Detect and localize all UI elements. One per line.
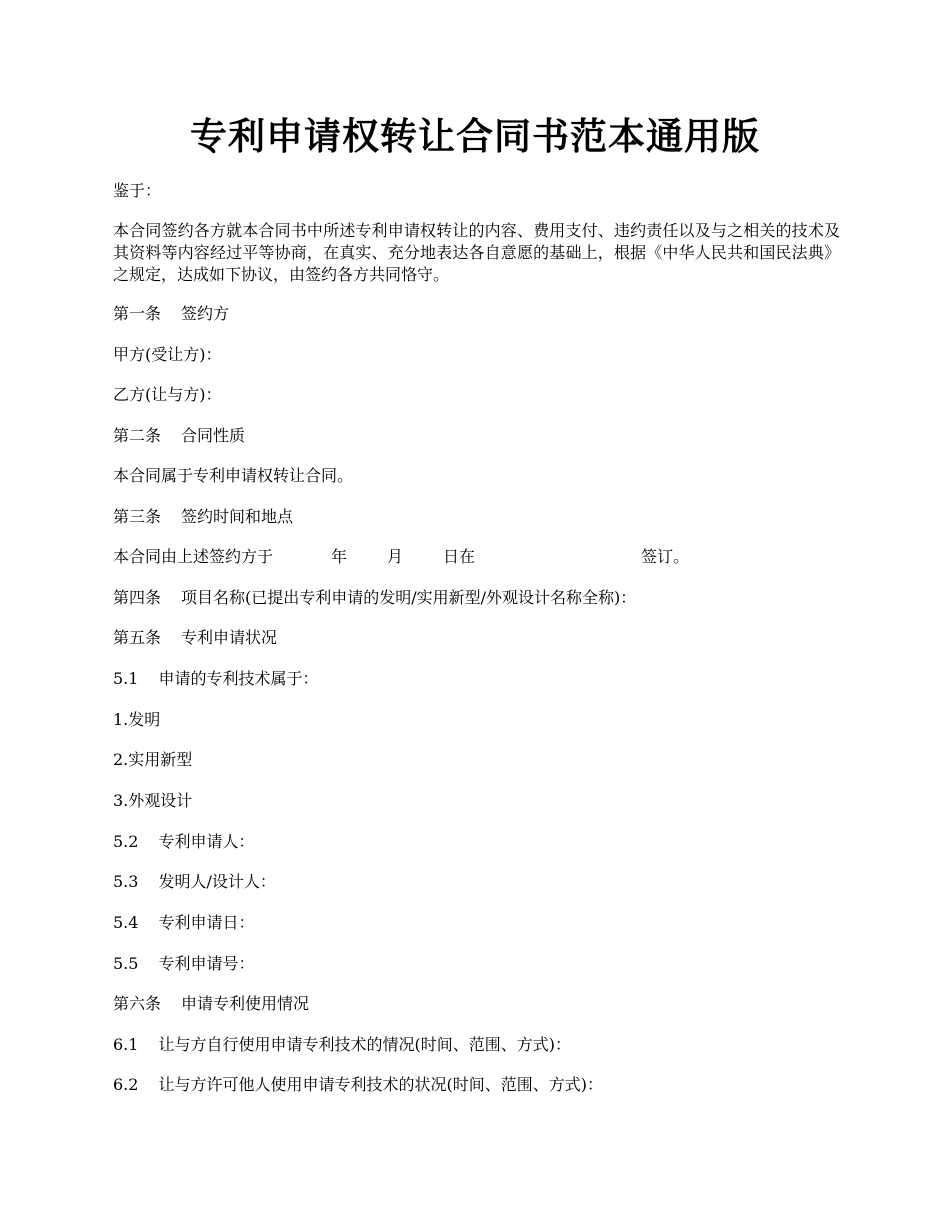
section-number: 5.1 — [113, 669, 139, 688]
article-4 — [113, 587, 636, 609]
party-b-line: 乙方(让与方)： — [113, 385, 222, 404]
article-5 — [113, 627, 277, 649]
section-5-4 — [113, 912, 254, 934]
article-number: 第二条 — [113, 426, 162, 445]
article-number: 第五条 — [113, 628, 162, 647]
article-3-text — [113, 546, 689, 568]
article-number: 第四条 — [113, 588, 162, 607]
preamble-text: 本合同签约各方就本合同书中所述专利申请权转让的内容、费用支付、违约责任以及与之相关的技术及其资料等内容经过平等协商，在真实、充分地表达各自意愿的基础上，根据《中华人民共和国民法典》之规定，达成如下协议，由签约各方共同恪守。 — [113, 221, 840, 284]
article-heading: 签约方 — [181, 304, 230, 323]
article-heading: 专利申请状况 — [181, 628, 278, 647]
section-number: 5.2 — [113, 832, 139, 851]
option-utility-model: 2.实用新型 — [113, 750, 193, 769]
section-number: 5.3 — [113, 872, 139, 891]
article-2 — [113, 425, 245, 447]
section-text: 专利申请人： — [158, 832, 255, 851]
section-text: 专利申请号： — [158, 954, 255, 973]
section-text: 申请的专利技术属于： — [158, 669, 319, 688]
preamble-label: 鉴于： — [113, 181, 162, 200]
article-2-text: 本合同属于专利申请权转让合同。 — [113, 466, 354, 485]
article-heading: 合同性质 — [181, 426, 246, 445]
section-5-1 — [113, 668, 318, 690]
article-heading: 签约时间和地点 — [181, 507, 294, 526]
section-text: 让与方自行使用申请专利技术的情况(时间、范围、方式)： — [158, 1035, 571, 1054]
option-invention: 1.发明 — [113, 710, 161, 729]
section-5-5 — [113, 953, 254, 975]
section-number: 5.5 — [113, 954, 139, 973]
section-number: 6.1 — [113, 1035, 139, 1054]
article-number: 第六条 — [113, 994, 162, 1013]
section-6-2 — [113, 1074, 603, 1096]
signing-year: 年 — [331, 547, 348, 566]
article-1 — [113, 303, 229, 325]
party-a-line: 甲方(受让方)： — [113, 345, 222, 364]
section-number: 5.4 — [113, 913, 139, 932]
section-text: 让与方许可他人使用申请专利技术的状况(时间、范围、方式)： — [158, 1075, 603, 1094]
signing-month: 月 — [387, 547, 404, 566]
signing-suffix: 签订。 — [641, 547, 690, 566]
article-3 — [113, 506, 293, 528]
section-6-1 — [113, 1034, 571, 1056]
section-5-3 — [113, 871, 276, 893]
section-text: 专利申请日： — [158, 913, 255, 932]
article-number: 第一条 — [113, 304, 162, 323]
article-number: 第三条 — [113, 507, 162, 526]
section-text: 发明人/设计人： — [158, 872, 276, 891]
section-5-2 — [113, 831, 254, 853]
option-design: 3.外观设计 — [113, 791, 193, 810]
article-heading: 申请专利使用情况 — [181, 994, 310, 1013]
article-heading: 项目名称(已提出专利申请的发明/实用新型/外观设计名称全称)： — [181, 588, 637, 607]
article-6 — [113, 993, 309, 1015]
document-title: 专利申请权转让合同书范本通用版 — [190, 114, 760, 158]
section-number: 6.2 — [113, 1075, 139, 1094]
signing-prefix: 本合同由上述签约方于 — [113, 547, 274, 566]
signing-day-at: 日在 — [443, 547, 476, 566]
